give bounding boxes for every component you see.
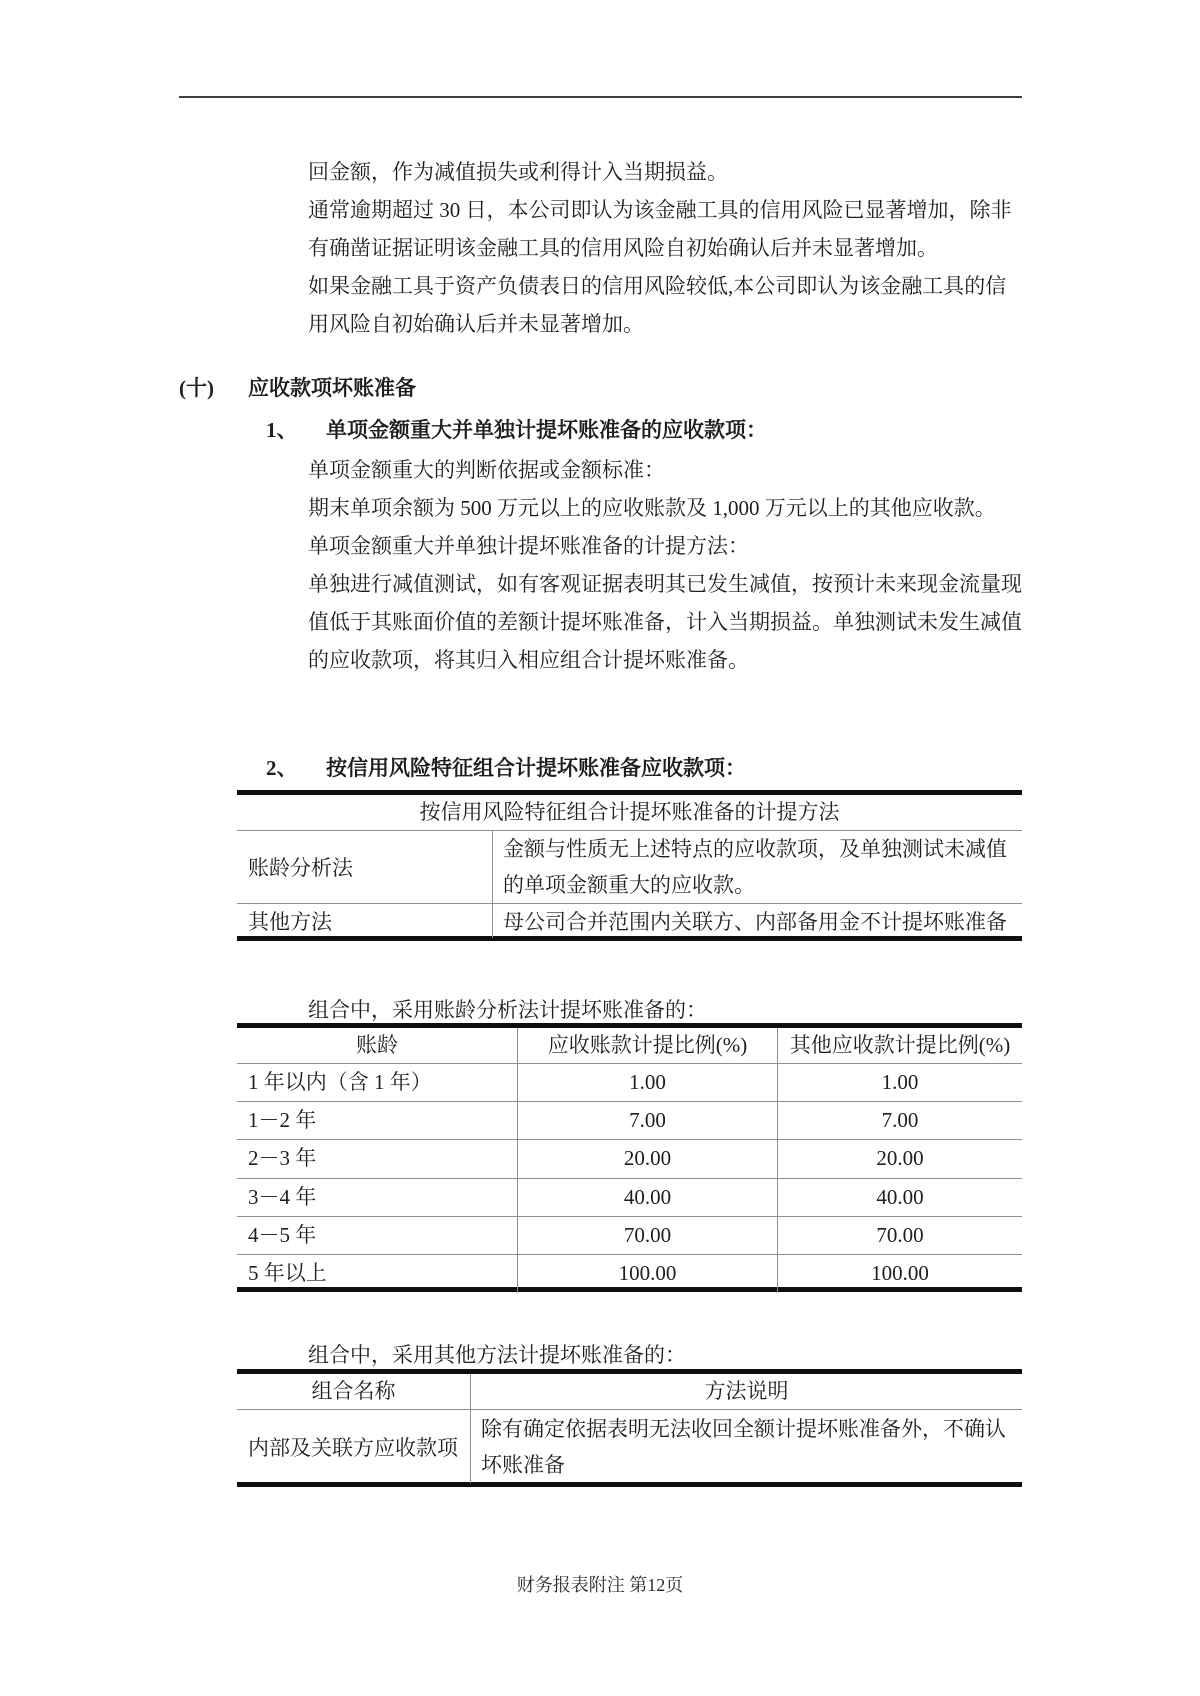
ratio-cell: 40.00 <box>517 1179 777 1216</box>
method-table <box>237 790 1022 941</box>
paragraph-line: 单项金额重大并单独计提坏账准备的计提方法： <box>308 534 749 558</box>
column-header: 账龄 <box>356 1033 398 1057</box>
table-row <box>237 903 1022 938</box>
ratio-cell: 20.00 <box>777 1140 1022 1178</box>
paragraph-line: 单项金额重大的判断依据或金额标准： <box>308 458 665 482</box>
paragraph-line: 的应收款项，将其归入相应组合计提坏账准备。 <box>308 648 749 672</box>
aging-table <box>237 1023 1022 1292</box>
table-row <box>237 1254 1022 1293</box>
portfolio-name-cell: 内部及关联方应收款项 <box>248 1435 458 1460</box>
paragraph-line: 有确凿证据证明该金融工具的信用风险自初始确认后并未显著增加。 <box>308 236 938 260</box>
ratio-cell: 7.00 <box>777 1102 1022 1139</box>
desc-line: 金额与性质无上述特点的应收款项，及单独测试未减值 <box>503 837 1007 861</box>
method-name-cell: 账龄分析法 <box>248 856 353 880</box>
ratio-cell: 7.00 <box>517 1102 777 1139</box>
ratio-cell: 70.00 <box>777 1217 1022 1254</box>
method-desc-cell <box>492 831 1022 903</box>
ratio-cell: 20.00 <box>517 1140 777 1178</box>
table-row <box>237 1139 1022 1178</box>
paragraph-line: 期末单项余额为 500 万元以上的应收账款及 1,000 万元以上的其他应收款。 <box>308 496 996 520</box>
desc-line: 除有确定依据表明无法收回全额计提坏账准备外，不确认 <box>481 1417 1006 1441</box>
ratio-cell: 1.00 <box>517 1064 777 1101</box>
aging-table-header-row <box>237 1028 1022 1063</box>
method-desc-cell: 母公司合并范围内关联方、内部备用金不计提坏账准备 <box>492 904 1022 938</box>
table-row <box>237 830 1022 903</box>
column-header: 组合名称 <box>311 1379 396 1403</box>
section-title: 应收款项坏账准备 <box>248 376 416 400</box>
ratio-cell: 1.00 <box>777 1064 1022 1101</box>
ratio-cell: 70.00 <box>517 1217 777 1254</box>
table-row <box>237 1101 1022 1139</box>
paragraph-line: 回金额，作为减值损失或利得计入当期损益。 <box>308 160 728 184</box>
table-row <box>237 1216 1022 1254</box>
method-name-cell: 其他方法 <box>248 910 332 934</box>
aging-label-cell: 1 年以内（含 1 年） <box>248 1070 432 1094</box>
paragraph-line: 单独进行减值测试，如有客观证据表明其已发生减值，按预计未来现金流量现 <box>308 572 1022 596</box>
page-footer: 财务报表附注 第12页 <box>516 1575 684 1595</box>
table-row <box>237 1409 1022 1483</box>
header-rule <box>179 96 1022 98</box>
item2-marker: 2、 <box>266 756 298 780</box>
column-header: 方法说明 <box>470 1374 1022 1409</box>
item1-title: 单项金额重大并单独计提坏账准备的应收款项： <box>326 418 767 442</box>
aging-label-cell: 2－3 年 <box>248 1146 317 1170</box>
paragraph-line: 如果金融工具于资产负债表日的信用风险较低,本公司即认为该金融工具的信 <box>308 274 1007 298</box>
ratio-cell: 40.00 <box>777 1179 1022 1216</box>
aging-label-cell: 5 年以上 <box>248 1261 327 1285</box>
section-marker: (十) <box>179 376 214 400</box>
method-table-header-row <box>237 795 1022 830</box>
ratio-cell: 100.00 <box>517 1255 777 1293</box>
other-method-table <box>237 1369 1022 1487</box>
aging-label-cell: 1－2 年 <box>248 1108 317 1132</box>
desc-line: 的单项金额重大的应收款。 <box>503 873 755 897</box>
paragraph-line: 用风险自初始确认后并未显著增加。 <box>308 312 644 336</box>
ratio-cell: 100.00 <box>777 1255 1022 1293</box>
column-header: 其他应收款计提比例(%) <box>777 1028 1022 1063</box>
table-row <box>237 1178 1022 1216</box>
paragraph-line: 通常逾期超过 30 日，本公司即认为该金融工具的信用风险已显著增加，除非 <box>308 198 1012 222</box>
method-desc-cell <box>470 1410 1022 1483</box>
aging-intro: 组合中，采用账龄分析法计提坏账准备的： <box>308 998 707 1022</box>
method-table-header: 按信用风险特征组合计提坏账准备的计提方法 <box>419 800 840 824</box>
desc-line: 坏账准备 <box>481 1453 565 1477</box>
other-table-header-row <box>237 1374 1022 1409</box>
column-header: 应收账款计提比例(%) <box>517 1028 777 1063</box>
aging-label-cell: 3－4 年 <box>248 1185 317 1209</box>
other-method-intro: 组合中，采用其他方法计提坏账准备的： <box>308 1343 686 1367</box>
table-row <box>237 1063 1022 1101</box>
item1-marker: 1、 <box>266 418 298 442</box>
aging-label-cell: 4－5 年 <box>248 1223 317 1247</box>
item2-title: 按信用风险特征组合计提坏账准备应收款项： <box>326 756 746 780</box>
paragraph-line: 值低于其账面价值的差额计提坏账准备，计入当期损益。单独测试未发生减值 <box>308 610 1022 634</box>
